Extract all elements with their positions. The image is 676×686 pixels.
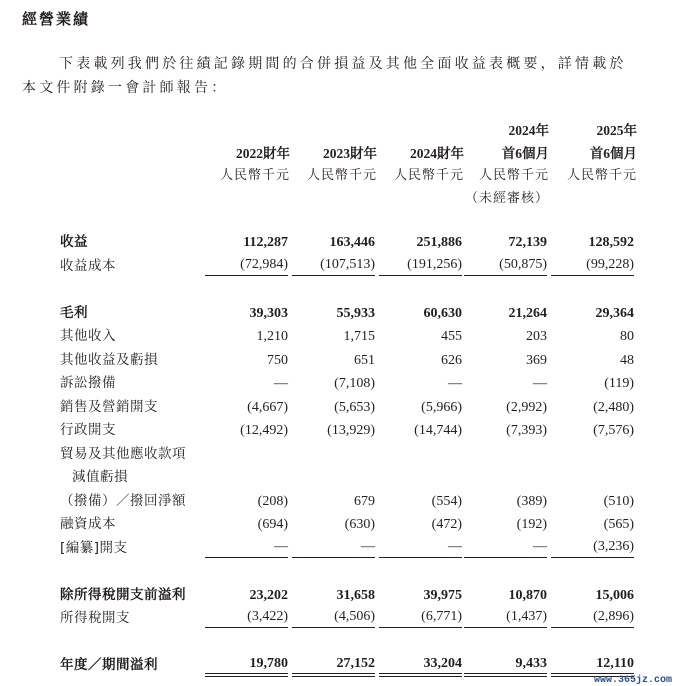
cell-value: 369 (526, 352, 547, 368)
cell-value: (3,422) (205, 607, 288, 628)
cell-value: 19,780 (205, 654, 288, 677)
cell-value: 60,630 (423, 305, 462, 321)
cell-value: — (533, 376, 547, 391)
row-label: 減值虧損 (72, 469, 128, 485)
cell-value: 29,364 (595, 305, 634, 321)
header-unit: 人民幣千元 (306, 168, 377, 183)
row-label: 銷售及營銷開支 (60, 398, 158, 415)
header-line1: 2025年 (596, 123, 637, 138)
cell-value: 21,264 (508, 305, 547, 321)
cell-value: 80 (620, 329, 634, 344)
cell-value: (2,480) (593, 399, 634, 415)
cell-value: 750 (267, 352, 288, 368)
row-label: （撥備）／撥回淨額 (60, 492, 186, 509)
intro-paragraph: 下表載列我們於往績記錄期間的合併損益及其他全面收益表概要，詳情載於本文件附錄一會計師報告： (22, 56, 627, 96)
header-period: 首6個月 (589, 145, 637, 161)
row-label: 收益 (60, 234, 88, 250)
row-label: 毛利 (60, 304, 88, 321)
cell-value: 33,204 (379, 654, 462, 677)
header-line1 (292, 120, 377, 143)
cell-value: (630) (344, 517, 375, 532)
cell-value: (119) (604, 376, 634, 391)
cell-value: (72,984) (205, 255, 288, 276)
column-header (292, 120, 377, 188)
cell-value: 1,210 (256, 329, 288, 344)
cell-value: 651 (354, 352, 375, 368)
column-header (379, 120, 464, 188)
cell-value: 10,870 (508, 587, 547, 603)
cell-value: 55,933 (336, 305, 375, 321)
cell-value: 112,287 (243, 235, 288, 250)
cell-value: 48 (620, 352, 634, 368)
column-header (205, 120, 290, 188)
header-unit: 人民幣千元 (566, 168, 637, 183)
header-period: 2024財年 (410, 145, 464, 161)
cell-value: (7,576) (593, 423, 634, 438)
row-label: 其他收入 (60, 328, 116, 344)
cell-value: 31,658 (336, 587, 375, 603)
cell-value: 39,975 (423, 587, 462, 603)
cell-value: 679 (354, 493, 375, 509)
cell-value: (565) (603, 517, 634, 532)
cell-value: (554) (431, 493, 462, 509)
cell-value: (107,513) (292, 255, 375, 276)
row-label: 行政開支 (60, 422, 116, 438)
cell-value: (12,492) (240, 423, 288, 438)
cell-value: — (379, 537, 462, 558)
cell-value: — (292, 537, 375, 558)
cell-value: 39,303 (249, 305, 288, 321)
cell-value: (6,771) (379, 607, 462, 628)
row-label: 年度／期間溢利 (60, 657, 158, 673)
row-label: 貿易及其他應收款項 (60, 445, 186, 462)
cell-value: (2,992) (506, 399, 547, 415)
cell-value: (4,506) (292, 607, 375, 628)
cell-value: 128,592 (588, 235, 634, 250)
header-period: 首6個月 (501, 145, 549, 161)
row-label: 其他收益及虧損 (60, 351, 158, 368)
header-period: 2022財年 (236, 145, 290, 161)
cell-value: 23,202 (249, 587, 288, 603)
header-unit: 人民幣千元 (219, 168, 290, 183)
cell-value: 203 (526, 329, 547, 344)
cell-value: — (464, 537, 547, 558)
cell-value: 27,152 (292, 654, 375, 677)
cell-value: (510) (603, 493, 634, 509)
cell-value: (192) (516, 517, 547, 532)
cell-value: — (205, 537, 288, 558)
cell-value: (472) (431, 517, 462, 532)
cell-value: (191,256) (379, 255, 462, 276)
row-label: 訴訟撥備 (60, 375, 116, 391)
cell-value: (389) (516, 493, 547, 509)
header-unit: 人民幣千元 (478, 168, 549, 183)
cell-value: (3,236) (551, 537, 634, 558)
column-header (464, 120, 549, 210)
cell-value: 163,446 (329, 235, 375, 250)
header-line1 (205, 120, 290, 143)
column-header (552, 120, 637, 188)
header-period: 2023財年 (323, 145, 377, 161)
cell-value: 9,433 (464, 654, 547, 677)
cell-value: 455 (441, 329, 462, 344)
cell-value: 251,886 (416, 235, 462, 250)
watermark: www.365jz.com (593, 675, 672, 686)
header-note: （未經審核） (464, 190, 549, 206)
header-line1 (379, 120, 464, 143)
cell-value: (14,744) (414, 423, 462, 438)
cell-value: 15,006 (595, 587, 634, 603)
header-line1: 2024年 (508, 123, 549, 138)
cell-value: (2,896) (551, 607, 634, 628)
cell-value: (694) (257, 517, 288, 532)
cell-value: 12,110 (551, 654, 634, 677)
row-label: [編纂]開支 (60, 539, 128, 556)
cell-value: (208) (257, 493, 288, 509)
row-label: 除所得稅開支前溢利 (60, 586, 186, 603)
cell-value: (1,437) (464, 607, 547, 628)
cell-value: (7,393) (506, 423, 547, 438)
cell-value: (13,929) (327, 423, 375, 438)
cell-value: 626 (441, 352, 462, 368)
cell-value: — (448, 376, 462, 391)
row-label: 融資成本 (60, 516, 116, 532)
cell-value: — (274, 376, 288, 391)
cell-value: 1,715 (343, 329, 375, 344)
cell-value: (99,228) (551, 255, 634, 276)
cell-value: (50,875) (464, 255, 547, 276)
cell-value: (5,653) (334, 399, 375, 415)
row-label: 所得稅開支 (60, 610, 130, 626)
row-label: 收益成本 (60, 257, 116, 274)
cell-value: (4,667) (247, 399, 288, 415)
section-title: 經營業績 (22, 10, 91, 28)
cell-value: 72,139 (508, 235, 547, 250)
header-unit: 人民幣千元 (393, 168, 464, 183)
cell-value: (7,108) (334, 376, 375, 391)
cell-value: (5,966) (421, 399, 462, 415)
